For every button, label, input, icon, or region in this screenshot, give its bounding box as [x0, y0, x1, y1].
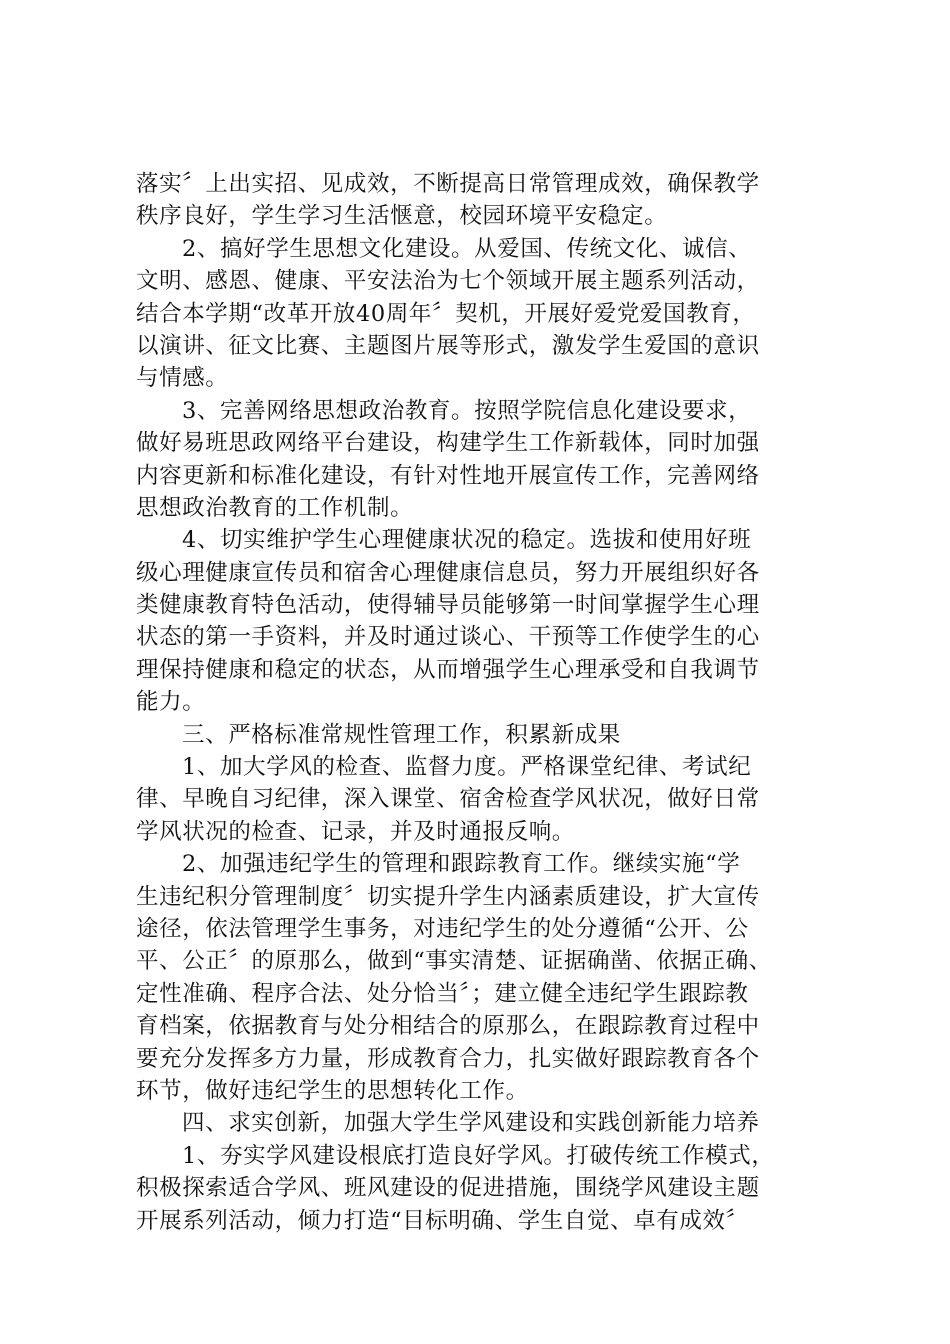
text-line: 落实〞上出实招、见成效，不断提高日常管理成效，确保教学 [136, 171, 760, 197]
text-line: 以演讲、征文比赛、主题图片展等形式，激发学生爱国的意识 [136, 332, 760, 359]
text-line: 3、完善网络思想政治教育。按照学院信息化建设要求， [182, 397, 752, 424]
text-line: 积极探索适合学风、班风建设的促进措施，围绕学风建设主题 [136, 1175, 760, 1202]
text-line: 文明、感恩、健康、平安法治为七个领域开展主题系列活动， [136, 268, 760, 295]
text-line: 育档案，依据教育与处分相结合的原那么，在跟踪教育过程中 [136, 1013, 760, 1040]
text-line: 级心理健康宣传员和宿舍心理健康信息员，努力开展组织好各 [136, 559, 760, 586]
text-line: 学风状况的检查、记录，并及时通报反响。 [136, 818, 575, 845]
text-line: 律、早晚自习纪律，深入课堂、宿舍检查学风状况，做好日常 [136, 786, 760, 813]
text-line: 状态的第一手资料，并及时通过谈心、干预等工作使学生的心 [136, 624, 760, 651]
document-body [136, 168, 826, 1237]
text-line: 能力。 [136, 689, 206, 716]
text-line: 1、夯实学风建设根底打造良好学风。打破传统工作模式， [182, 1142, 775, 1169]
text-line: 环节，做好违纪学生的思想转化工作。 [136, 1077, 529, 1104]
text-line: 类健康教育特色活动，使得辅导员能够第一时间掌握学生心理 [136, 592, 760, 619]
text-line: 途径，依法管理学生事务，对违纪学生的处分遵循“公开、公 [136, 915, 749, 942]
text-line: 4、切实维护学生心理健康状况的稳定。选拔和使用好班 [182, 527, 752, 554]
text-line: 2、加强违纪学生的管理和跟踪教育工作。继续实施“学 [182, 851, 741, 878]
text-line: 与情感。 [136, 365, 229, 392]
text-line: 秩序良好，学生学习生活惬意，校园环境平安稳定。 [136, 203, 668, 230]
text-line: 结合本学期“改革开放40周年〞契机，开展好爱党爱国教育， [136, 300, 756, 327]
text-line: 理保持健康和稳定的状态，从而增强学生心理承受和自我调节 [136, 656, 760, 683]
text-line: 开展系列活动，倾力打造“目标明确、学生自觉、卓有成效〞 [136, 1207, 749, 1234]
text-line: 要充分发挥多方力量，形成教育合力，扎实做好跟踪教育各个 [136, 1045, 760, 1072]
text-line: 定性准确、程序合法、处分恰当〞；建立健全违纪学生跟踪教 [136, 980, 749, 1007]
text-line: 内容更新和标准化建设，有针对性地开展宣传工作，完善网络 [136, 462, 760, 489]
text-line: 平、公正〞的原那么，做到“事实清楚、证据确凿、依据正确、 [136, 948, 772, 975]
text-line: 三、严格标准常规性管理工作，积累新成果 [182, 721, 621, 748]
text-line: 1、加大学风的检查、监督力度。严格课堂纪律、考试纪 [182, 754, 752, 781]
text-line: 生违纪积分管理制度〞切实提升学生内涵素质建设，扩大宣传 [136, 883, 760, 910]
text-line: 做好易班思政网络平台建设，构建学生工作新载体，同时加强 [136, 430, 760, 457]
text-line: 思想政治教育的工作机制。 [136, 494, 414, 521]
text-line: 四、求实创新，加强大学生学风建设和实践创新能力培养 [182, 1110, 760, 1137]
text-line: 2、搞好学生思想文化建设。从爱国、传统文化、诚信、 [182, 235, 752, 262]
